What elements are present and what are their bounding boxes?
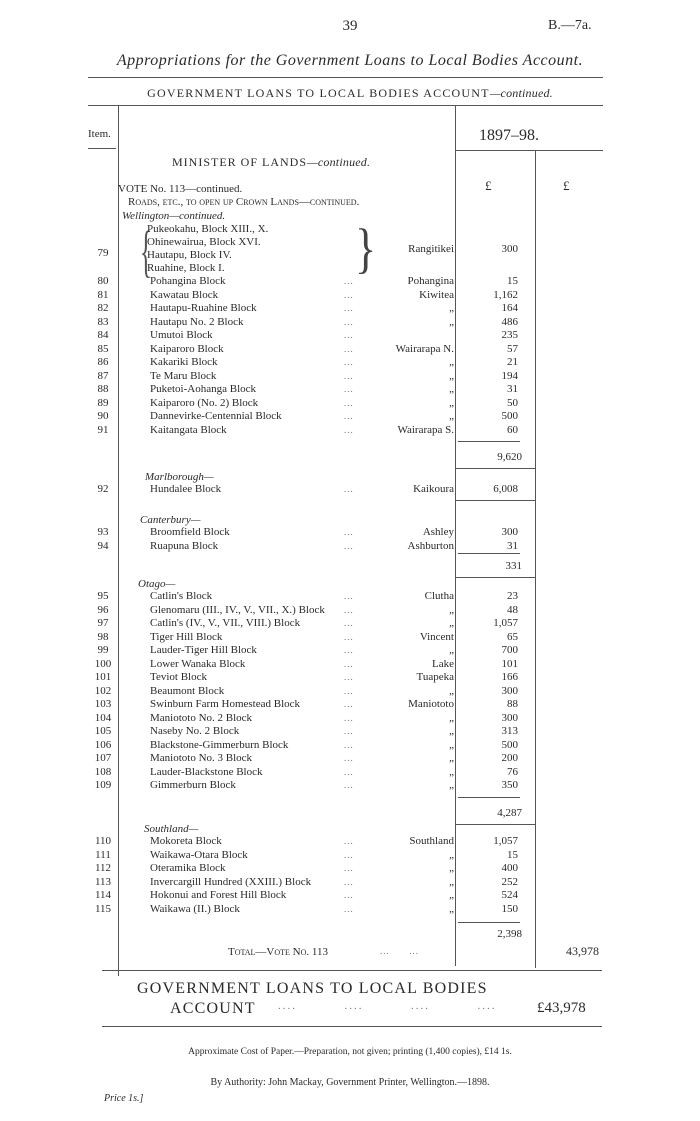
grand-total-label: GOVERNMENT LOANS TO LOCAL BODIES <box>137 980 488 997</box>
amount-value: 252 <box>501 875 518 888</box>
table-row <box>0 779 700 793</box>
header-rule-top <box>88 105 603 106</box>
wellington-heading: Wellington—continued. <box>122 210 226 222</box>
amount-value: 1,057 <box>493 835 518 847</box>
item-number: 108 <box>94 765 112 778</box>
minister-heading: MINISTER OF LANDS—continued. <box>172 155 371 169</box>
subtotal-rule <box>458 922 520 923</box>
block-name: Lauder-Tiger Hill Block <box>150 644 257 656</box>
page-number: 39 <box>342 18 358 34</box>
amount-value: 6,008 <box>493 483 518 495</box>
table-row <box>0 849 700 863</box>
block-name: Waikawa (II.) Block <box>150 902 240 915</box>
leader-dots: ... <box>344 343 354 354</box>
block-name: Hautapu-Ruahine Block <box>150 302 257 314</box>
group-block-name: Pukeokahu, Block XIII., X. <box>147 223 269 235</box>
group-block-name: Ruahine, Block I. <box>147 262 225 274</box>
item-number: 90 <box>97 410 109 422</box>
district-name: Ashburton <box>407 539 454 552</box>
amount-value: 1,162 <box>493 288 518 301</box>
amount-value: 300 <box>501 684 518 697</box>
district-name: „ <box>449 383 454 395</box>
district-name: „ <box>449 603 454 616</box>
leader-dots: ... <box>344 289 354 300</box>
grand-total-amount: £43,978 <box>537 1000 586 1016</box>
item-number: 85 <box>97 342 109 355</box>
table-row <box>0 397 700 411</box>
amount-value: 700 <box>501 644 518 656</box>
table-row <box>0 889 700 903</box>
section-rule <box>455 824 535 825</box>
item-number: 93 <box>97 526 109 538</box>
district-name: „ <box>449 889 454 901</box>
item-number: 88 <box>97 383 109 395</box>
table-row <box>0 644 700 658</box>
item-number: 97 <box>97 617 109 629</box>
left-brace: { <box>140 218 152 284</box>
leader-dots: ... <box>344 849 354 860</box>
district-name: Kiwitea <box>419 288 454 301</box>
table-row <box>0 540 700 554</box>
leader-dots: ... <box>344 631 354 642</box>
table-row <box>0 302 700 316</box>
leader-dots: ... <box>344 836 354 846</box>
amount-value: 194 <box>501 369 518 382</box>
amount-value: 15 <box>507 275 518 287</box>
section-rule <box>455 500 535 501</box>
block-name: Puketoi-Aohanga Block <box>150 383 257 395</box>
district-name: „ <box>449 765 454 778</box>
table-row <box>0 685 700 699</box>
block-name: Invercargill Hundred (XXIII.) Block <box>150 875 312 888</box>
block-name: Hundalee Block <box>150 483 222 495</box>
amount-value: 31 <box>507 539 518 552</box>
section-rule <box>455 577 535 578</box>
block-name: Waikawa-Otara Block <box>150 848 248 861</box>
district-name: „ <box>449 315 454 328</box>
block-name: Te Maru Block <box>150 369 217 382</box>
leader-dots: ... <box>344 330 354 340</box>
section-rule <box>455 468 535 469</box>
amount-value: 350 <box>501 779 518 791</box>
item-number: 107 <box>94 752 112 764</box>
district-name: „ <box>449 396 454 409</box>
item-number: 111 <box>95 848 111 861</box>
leader-dots: ... <box>344 591 354 601</box>
otago-heading: Otago— <box>138 578 176 590</box>
item-number: 104 <box>94 711 112 724</box>
amount-value: 88 <box>507 698 518 710</box>
amount-value: 166 <box>501 671 518 683</box>
leader-dots: ... <box>344 739 354 750</box>
block-name: Blackstone-Gimmerburn Block <box>150 738 289 751</box>
title-rule <box>88 77 603 78</box>
vote-heading: VOTE No. 113—continued. <box>118 183 243 195</box>
leader-dots: ... <box>344 685 354 696</box>
otago-subtotal: 4,287 <box>497 807 522 819</box>
leader-dots: ... <box>344 699 354 709</box>
table-row <box>0 698 700 712</box>
item-number: 100 <box>94 657 112 670</box>
canterbury-subtotal: 331 <box>505 560 522 572</box>
grand-total-label-2: ACCOUNT <box>170 1000 256 1017</box>
total-rule <box>102 970 602 971</box>
district-name: „ <box>449 875 454 888</box>
item-number: 110 <box>94 835 112 847</box>
block-name: Kaiparoro Block <box>150 342 224 355</box>
district-name: Maniototo <box>408 698 454 710</box>
block-name: Umutoi Block <box>150 329 213 341</box>
amount-value: 524 <box>501 889 518 901</box>
block-name: Kaiparoro (No. 2) Block <box>150 396 259 409</box>
district-name: „ <box>449 369 454 382</box>
year-rule <box>455 150 603 151</box>
block-name: Gimmerburn Block <box>150 779 236 791</box>
pound-sign: £ <box>563 178 570 193</box>
leader-dots: ... <box>344 712 354 723</box>
block-name: Lower Wanaka Block <box>150 657 246 670</box>
amount-value: 1,057 <box>493 617 518 629</box>
district-name: „ <box>449 752 454 764</box>
table-row <box>0 316 700 330</box>
group-block-name: Hautapu, Block IV. <box>147 249 232 261</box>
marlborough-heading: Marlborough— <box>145 471 214 483</box>
item-number: 82 <box>97 302 109 314</box>
amount-value: 200 <box>501 752 518 764</box>
amount-value: 60 <box>507 423 518 436</box>
block-name: Pohangina Block <box>150 275 226 287</box>
item-number: 81 <box>97 288 109 301</box>
group-district: Rangitikei <box>408 243 454 255</box>
block-name: Ruapuna Block <box>150 539 219 552</box>
leader-dots: ... <box>344 863 354 873</box>
amount-value: 50 <box>507 396 518 409</box>
district-name: „ <box>449 356 454 368</box>
amount-value: 300 <box>501 711 518 724</box>
item-number: 86 <box>97 356 109 368</box>
cost-note: Approximate Cost of Paper.—Preparation, not given; printing (1,400 copies), £14 1s. <box>188 1047 512 1057</box>
district-name: „ <box>449 410 454 422</box>
leader-dots: ... <box>344 397 354 408</box>
subtotal-rule <box>458 797 520 798</box>
item-number: 113 <box>94 875 112 888</box>
table-row <box>0 862 700 876</box>
table-row <box>0 343 700 357</box>
table-row <box>0 383 700 397</box>
leader-dots: ... <box>344 658 354 669</box>
page-title: Appropriations for the Government Loans to Local Bodies Account. <box>116 52 584 69</box>
item-number: 96 <box>97 603 109 616</box>
block-name: Hokonui and Forest Hill Block <box>150 889 287 901</box>
district-name: „ <box>449 862 454 874</box>
leader-dots: ... ... <box>380 946 419 956</box>
table-row <box>0 356 700 370</box>
block-name: Kaitangata Block <box>150 423 227 436</box>
document-reference: B.—7a. <box>548 18 592 33</box>
amount-value: 500 <box>501 738 518 751</box>
amount-value: 31 <box>507 383 518 395</box>
block-name: Lauder-Blackstone Block <box>150 765 263 778</box>
leader-dots: ... <box>344 411 354 421</box>
item-column-header: Item. <box>88 128 111 140</box>
item-number: 101 <box>94 671 112 683</box>
leader-dots: ... <box>344 384 354 394</box>
table-row <box>0 835 700 849</box>
district-name: „ <box>449 711 454 724</box>
item-number: 114 <box>94 889 112 901</box>
leader-dots: ... <box>344 276 354 286</box>
amount-value: 486 <box>501 315 518 328</box>
amount-value: 164 <box>501 302 518 314</box>
block-name: Maniototo No. 3 Block <box>150 752 253 764</box>
table-row <box>0 903 700 917</box>
amount-value: 150 <box>501 902 518 915</box>
district-name: Vincent <box>419 630 454 643</box>
district-name: „ <box>449 738 454 751</box>
leader-dots: ... <box>344 303 354 313</box>
item-number: 80 <box>97 275 109 287</box>
item-number: 92 <box>97 483 109 495</box>
district-name: „ <box>449 848 454 861</box>
item-number: 83 <box>97 315 109 328</box>
table-row <box>0 604 700 618</box>
district-name: „ <box>449 902 454 915</box>
district-name: „ <box>449 684 454 697</box>
printer-authority: By Authority: John Mackay, Government Printer, Wellington.—1898. <box>210 1077 490 1088</box>
item-number: 94 <box>97 539 109 552</box>
district-name: Pohangina <box>407 275 454 287</box>
item-number: 99 <box>97 644 109 656</box>
table-row <box>0 289 700 303</box>
block-name: Maniototo No. 2 Block <box>150 711 253 724</box>
block-name: Beaumont Block <box>150 684 225 697</box>
item-number: 105 <box>94 725 112 737</box>
district-name: „ <box>449 302 454 314</box>
group-amount: 300 <box>501 243 518 255</box>
district-name: „ <box>449 617 454 629</box>
block-name: Glenomaru (III., IV., V., VII., X.) Block <box>150 603 325 616</box>
amount-value: 23 <box>507 590 518 602</box>
table-row <box>0 483 700 497</box>
leader-dots: ... <box>344 903 354 914</box>
year-header: 1897–98. <box>479 127 539 144</box>
leader-dots: ... <box>344 604 354 615</box>
block-name: Kawatau Block <box>150 288 219 301</box>
leader-dots: ... <box>344 618 354 628</box>
table-row <box>0 766 700 780</box>
leader-dots: ... <box>344 424 354 435</box>
leader-dots: ... <box>344 357 354 367</box>
table-row <box>0 424 700 438</box>
block-name: Kakariki Block <box>150 356 218 368</box>
table-row <box>0 712 700 726</box>
leader-dots: ... <box>344 645 354 655</box>
item-number: 89 <box>97 396 109 409</box>
district-name: Lake <box>432 657 454 670</box>
item-number: 106 <box>94 738 112 751</box>
leader-dots: .... .... .... .... <box>278 1000 497 1012</box>
block-name: Swinburn Farm Homestead Block <box>150 698 301 710</box>
item-number: 87 <box>97 369 109 382</box>
item-number: 95 <box>97 590 109 602</box>
leader-dots: ... <box>344 766 354 777</box>
subtotal-rule <box>458 441 520 442</box>
item-number: 109 <box>94 779 112 791</box>
amount-value: 65 <box>507 630 518 643</box>
item-number: 103 <box>94 698 112 710</box>
table-row <box>0 329 700 343</box>
district-name: „ <box>449 725 454 737</box>
amount-value: 48 <box>507 603 518 616</box>
district-name: Wairarapa N. <box>395 342 454 355</box>
table-row <box>0 370 700 384</box>
item-number: 115 <box>94 902 112 915</box>
leader-dots: ... <box>344 890 354 900</box>
grand-total-rule <box>102 1026 602 1027</box>
item-number: 91 <box>97 423 109 436</box>
subtotal-rule <box>458 553 520 554</box>
amount-value: 313 <box>501 725 518 737</box>
table-row <box>0 617 700 631</box>
block-name: Catlin's (IV., V., VII., VIII.) Block <box>150 617 301 629</box>
table-row <box>0 876 700 890</box>
item-number: 84 <box>97 329 109 341</box>
table-row <box>0 725 700 739</box>
district-name: „ <box>449 779 454 791</box>
amount-value: 235 <box>501 329 518 341</box>
wellington-subtotal: 9,620 <box>497 451 522 463</box>
table-row <box>0 631 700 645</box>
southland-subtotal: 2,398 <box>497 928 522 940</box>
district-name: Ashley <box>422 526 454 538</box>
table-row <box>0 590 700 604</box>
district-name: Tuapeka <box>416 671 454 683</box>
leader-dots: ... <box>344 484 354 494</box>
block-name: Tiger Hill Block <box>150 630 223 643</box>
table-row <box>0 739 700 753</box>
pound-sign: £ <box>485 178 492 193</box>
district-name: Wairarapa S. <box>397 423 454 436</box>
total-label: Total—Vote No. 113 <box>228 946 328 958</box>
table-row <box>0 526 700 540</box>
block-name: Teviot Block <box>150 671 207 683</box>
block-name: Oteramika Block <box>150 862 226 874</box>
block-name: Hautapu No. 2 Block <box>150 315 244 328</box>
amount-value: 76 <box>507 765 518 778</box>
leader-dots: ... <box>344 316 354 327</box>
amount-value: 400 <box>501 862 518 874</box>
leader-dots: ... <box>344 726 354 736</box>
item-number: 112 <box>94 862 112 874</box>
group-item-number: 79 <box>97 247 109 259</box>
table-row <box>0 410 700 424</box>
leader-dots: ... <box>344 540 354 551</box>
table-row <box>0 275 700 289</box>
account-subtitle: GOVERNMENT LOANS TO LOCAL BODIES ACCOUNT—continued. <box>147 86 553 100</box>
block-name: Naseby No. 2 Block <box>150 725 240 737</box>
southland-heading: Southland— <box>144 823 199 835</box>
total-amount: 43,978 <box>566 944 599 958</box>
item-number: 98 <box>97 630 109 643</box>
amount-value: 300 <box>501 526 518 538</box>
district-name: Clutha <box>424 590 454 602</box>
block-name: Mokoreta Block <box>150 835 222 847</box>
block-name: Catlin's Block <box>150 590 213 602</box>
leader-dots: ... <box>344 753 354 763</box>
district-name: Kaikoura <box>413 483 454 495</box>
block-name: Dannevirke-Centennial Block <box>150 410 282 422</box>
amount-value: 57 <box>507 342 518 355</box>
leader-dots: ... <box>344 370 354 381</box>
item-header-rule <box>88 148 116 149</box>
amount-value: 101 <box>501 657 518 670</box>
amount-value: 21 <box>507 356 518 368</box>
roads-heading: Roads, etc., to open up Crown Lands—continued. <box>128 196 360 208</box>
group-block-name: Ohinewairua, Block XVI. <box>147 236 261 248</box>
right-brace: } <box>355 217 377 279</box>
table-row <box>0 752 700 766</box>
block-name: Broomfield Block <box>150 526 230 538</box>
amount-value: 15 <box>507 848 518 861</box>
price-note: Price 1s.] <box>104 1093 144 1104</box>
district-name: Southland <box>409 835 454 847</box>
table-row <box>0 671 700 685</box>
item-number: 102 <box>94 684 112 697</box>
leader-dots: ... <box>344 672 354 682</box>
leader-dots: ... <box>344 780 354 790</box>
table-row <box>0 658 700 672</box>
amount-value: 500 <box>501 410 518 422</box>
district-name: „ <box>449 644 454 656</box>
leader-dots: ... <box>344 527 354 537</box>
leader-dots: ... <box>344 876 354 887</box>
canterbury-heading: Canterbury— <box>140 514 201 526</box>
